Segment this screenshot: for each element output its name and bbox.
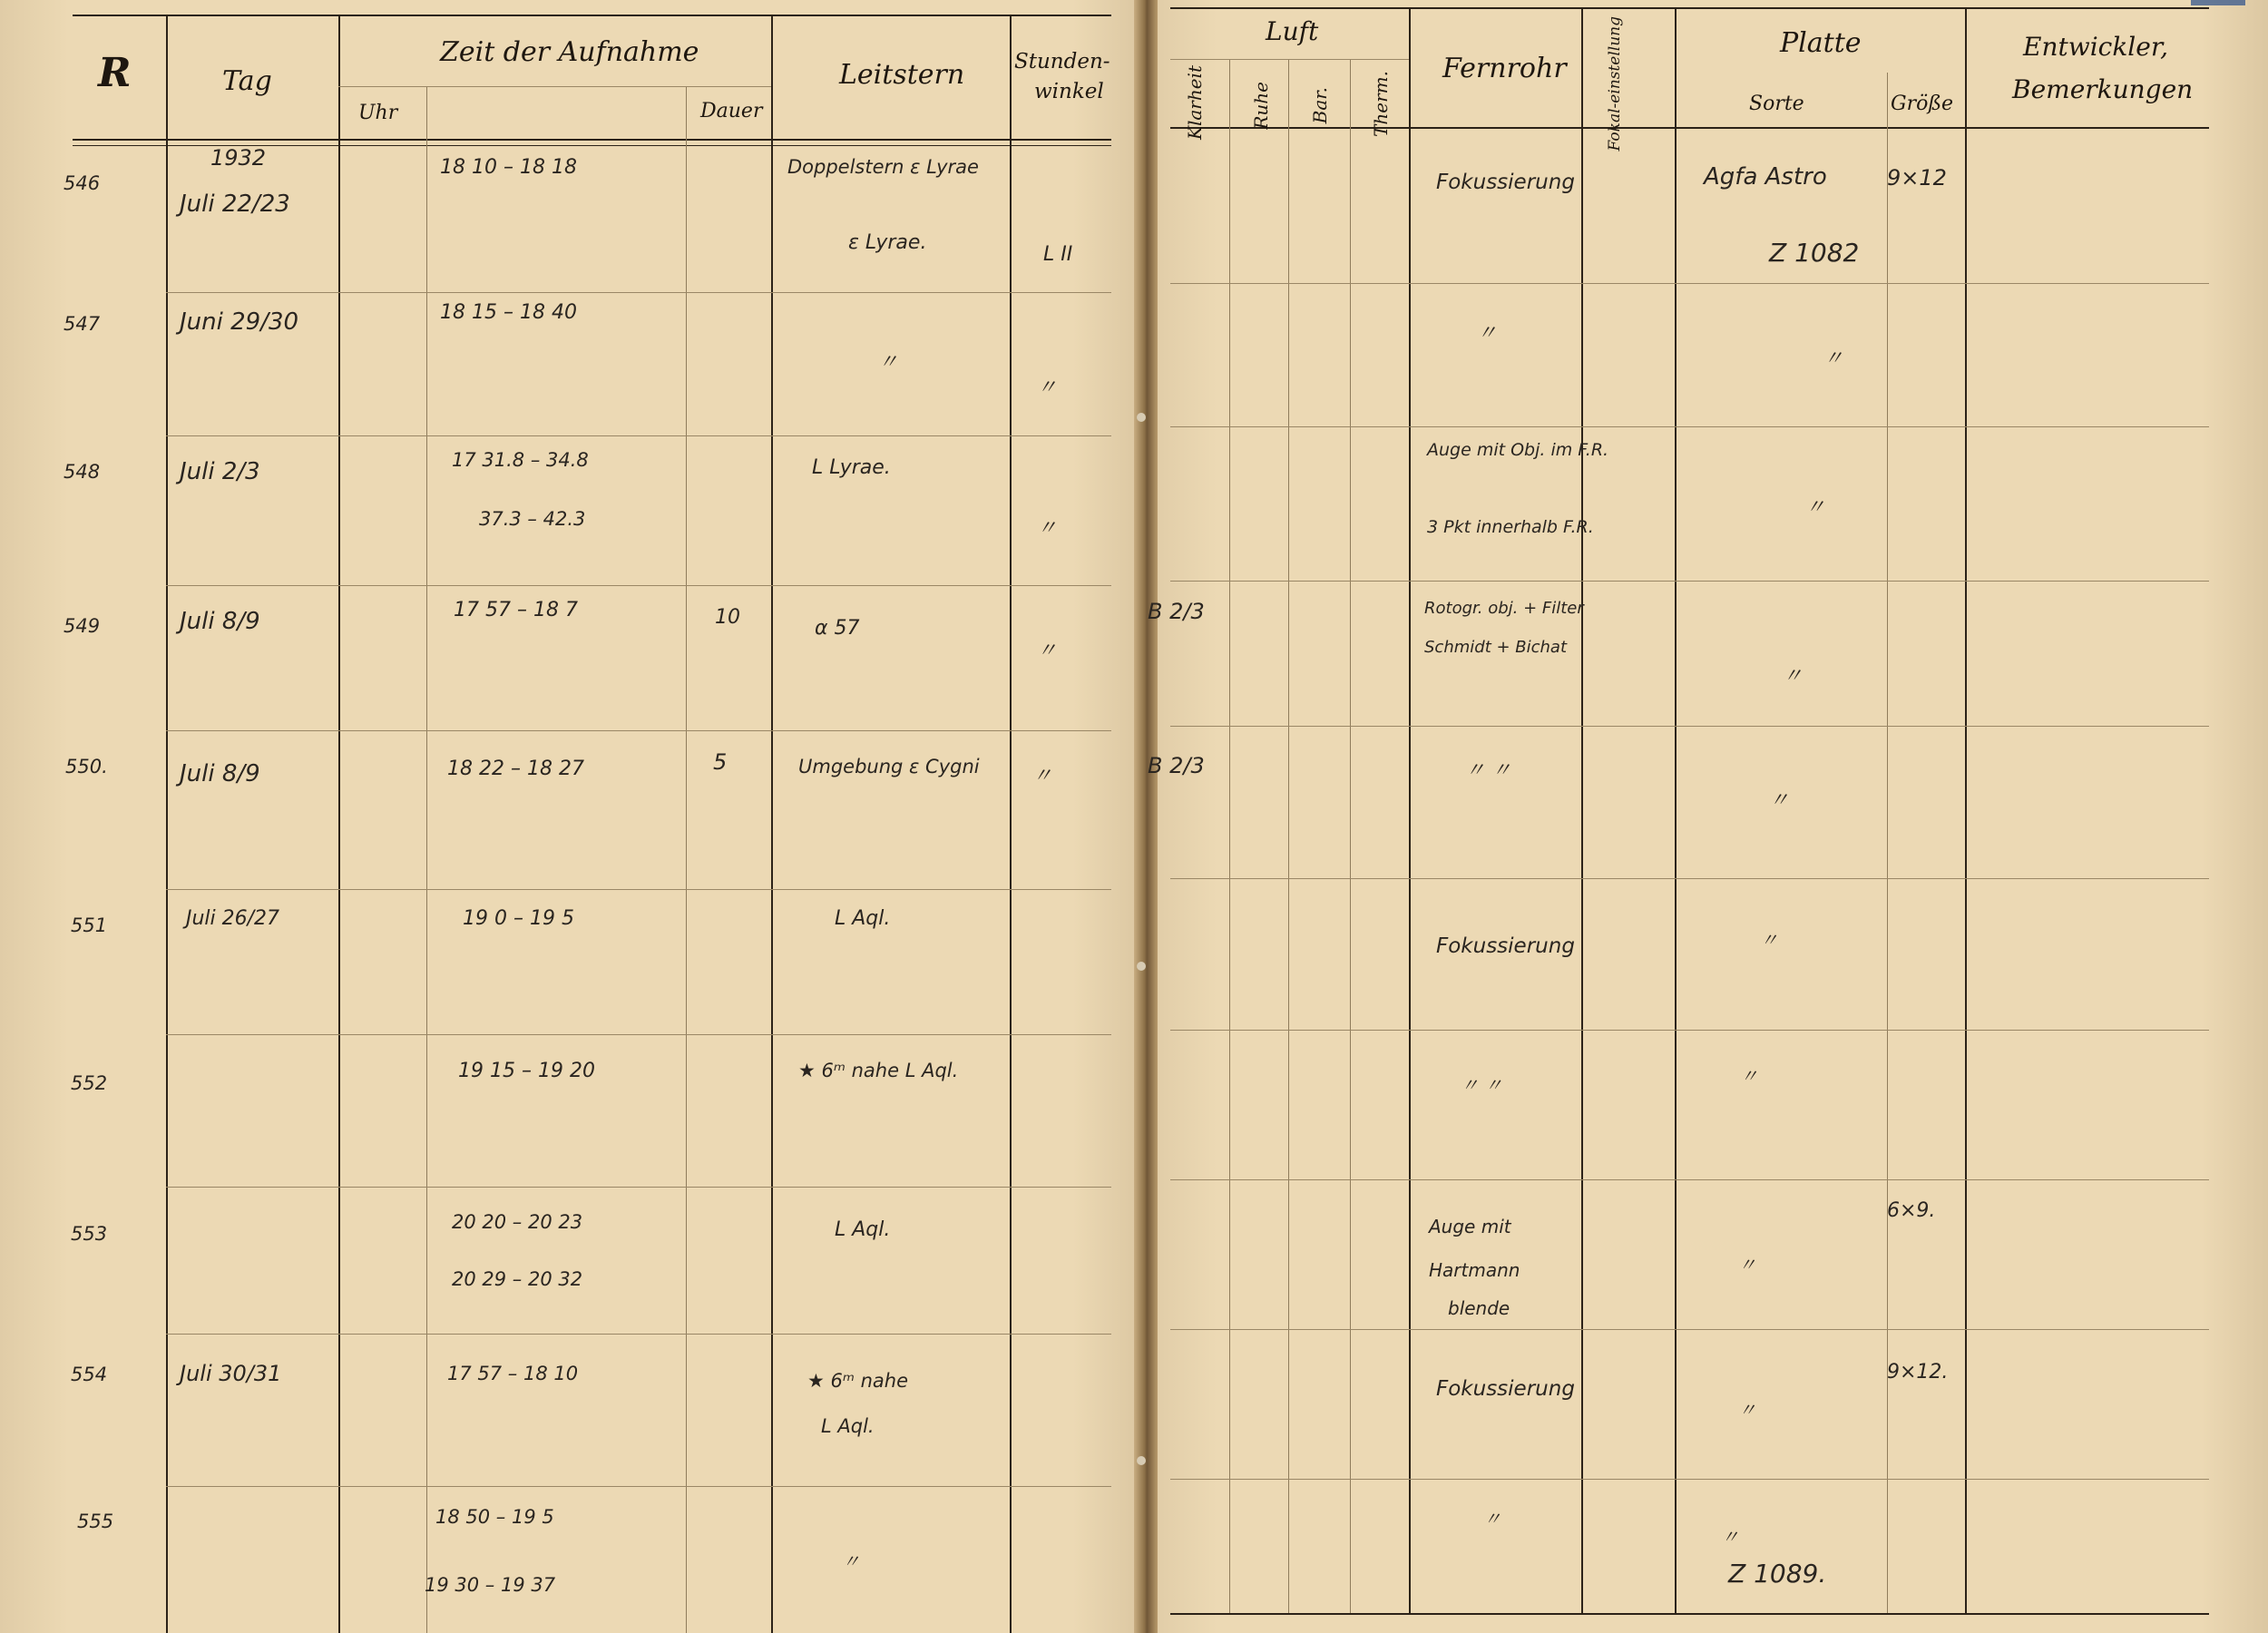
entry-guide-star: 〃 bbox=[842, 1550, 860, 1572]
entry-time: 17 57 – 18 10 bbox=[447, 1363, 579, 1384]
row-rule bbox=[1170, 878, 2209, 879]
entry-date: Juli 8/9 bbox=[180, 760, 260, 787]
entry-guide-star: ★ 6ᵐ nahe bbox=[807, 1370, 909, 1392]
header-fernrohr: Fernrohr bbox=[1442, 53, 1567, 84]
entry-hour-angle: 〃 bbox=[1037, 376, 1058, 399]
col-divider bbox=[686, 86, 687, 1633]
entry-telescope: 〃 〃 bbox=[1461, 1074, 1503, 1096]
row-rule bbox=[166, 1187, 1111, 1188]
header-groesse: Größe bbox=[1891, 93, 1954, 115]
entry-number: 547 bbox=[64, 313, 101, 335]
entry-guide-star: L Lyrae. bbox=[812, 456, 891, 479]
entry-hour-angle: 〃 bbox=[1032, 765, 1053, 787]
entry-duration: 10 bbox=[715, 606, 740, 629]
row-rule bbox=[1170, 1179, 2209, 1180]
bottom-rule bbox=[1170, 1613, 2209, 1615]
row-rule bbox=[1170, 581, 2209, 582]
entry-number: 554 bbox=[71, 1364, 108, 1385]
entry-telescope: Schmidt + Bichat bbox=[1424, 638, 1568, 657]
row-rule bbox=[1170, 726, 2209, 727]
entry-guide-star: ★ 6ᵐ nahe L Aql. bbox=[798, 1060, 959, 1081]
entry-telescope: blende bbox=[1448, 1297, 1510, 1319]
entry-telescope: Rotogr. obj. + Filter bbox=[1424, 599, 1584, 618]
entry-year: 1932 bbox=[210, 145, 267, 171]
entry-telescope: Hartmann bbox=[1429, 1259, 1520, 1281]
header-therm: Therm. bbox=[1370, 71, 1392, 137]
row-rule bbox=[166, 730, 1111, 731]
entry-plate-type: 〃 bbox=[1760, 929, 1778, 951]
row-rule bbox=[1170, 1479, 2209, 1480]
header-entwickler: Entwickler, bbox=[2023, 32, 2169, 62]
entry-time: 19 30 – 19 37 bbox=[425, 1574, 556, 1596]
col-divider bbox=[1675, 7, 1677, 1613]
entry-number: 553 bbox=[71, 1223, 108, 1245]
entry-number: 546 bbox=[64, 172, 101, 194]
entry-hour-angle: L II bbox=[1043, 243, 1073, 266]
entry-time: 37.3 – 42.3 bbox=[479, 508, 586, 530]
entry-guide-star: L Aql. bbox=[821, 1415, 875, 1437]
col-divider bbox=[1409, 7, 1411, 1613]
entry-time: 18 50 – 19 5 bbox=[435, 1506, 554, 1528]
entry-plate-type: 〃 bbox=[1738, 1254, 1756, 1276]
entry-number: 555 bbox=[77, 1511, 114, 1532]
col-divider bbox=[1965, 7, 1967, 1613]
header-fokaleinstellung: Fokal-einstellung bbox=[1606, 16, 1624, 152]
row-rule bbox=[1170, 1329, 2209, 1330]
col-divider bbox=[338, 15, 340, 1633]
entry-date: Juli 22/23 bbox=[180, 191, 290, 218]
entry-plate-type: 〃 bbox=[1805, 496, 1826, 519]
row-rule bbox=[166, 1486, 1111, 1487]
entry-telescope: 3 Pkt innerhalb F.R. bbox=[1427, 517, 1594, 537]
entry-time: 19 0 – 19 5 bbox=[463, 907, 574, 930]
book-gutter bbox=[1134, 0, 1158, 1633]
header-winkel: winkel bbox=[1034, 80, 1104, 103]
entry-telescope: Auge mit Obj. im F.R. bbox=[1427, 440, 1609, 460]
header-uhr: Uhr bbox=[358, 102, 398, 124]
entry-time: 18 10 – 18 18 bbox=[440, 156, 577, 179]
header-stundenwinkel: Stunden- bbox=[1014, 50, 1110, 73]
entry-plate-type: 〃 bbox=[1769, 789, 1790, 812]
entry-telescope: 〃 bbox=[1483, 1508, 1501, 1530]
subheader-rule bbox=[338, 86, 771, 87]
header-leitstern: Leitstern bbox=[839, 59, 965, 91]
entry-guide-star: α 57 bbox=[815, 617, 860, 640]
entry-date: Juli 8/9 bbox=[180, 608, 260, 635]
blue-ink-mark bbox=[2191, 0, 2245, 5]
col-divider bbox=[1581, 7, 1583, 1613]
col-divider bbox=[166, 15, 168, 1633]
entry-number: 548 bbox=[64, 461, 101, 483]
entry-plate-type: 〃 bbox=[1823, 347, 1844, 370]
entry-telescope: Fokussierung bbox=[1436, 171, 1575, 194]
entry-air-clarity: B 2/3 bbox=[1148, 599, 1205, 624]
entry-time: 18 15 – 18 40 bbox=[440, 301, 577, 324]
entry-number: 550. bbox=[65, 756, 108, 777]
row-rule bbox=[166, 889, 1111, 890]
entry-air-clarity: B 2/3 bbox=[1148, 753, 1205, 778]
entry-number: 552 bbox=[71, 1072, 108, 1094]
row-rule bbox=[166, 1034, 1111, 1035]
entry-plate-type: 〃 bbox=[1740, 1065, 1758, 1087]
entry-plate-type: 〃 bbox=[1738, 1399, 1756, 1421]
col-divider bbox=[1010, 15, 1012, 1633]
entry-guide-star: L Aql. bbox=[835, 1218, 891, 1241]
entry-telescope: Fokussierung bbox=[1436, 1377, 1575, 1401]
col-divider bbox=[426, 86, 427, 1633]
row-rule bbox=[1170, 283, 2209, 284]
row-rule bbox=[166, 435, 1111, 436]
entry-plate-type: 〃 bbox=[1721, 1526, 1739, 1548]
entry-guide-star: ε Lyrae. bbox=[848, 231, 927, 254]
entry-duration: 5 bbox=[713, 749, 728, 775]
entry-time: 20 20 – 20 23 bbox=[452, 1211, 583, 1233]
header-luft: Luft bbox=[1266, 16, 1319, 46]
binding-hole bbox=[1137, 413, 1146, 422]
entry-plate-size: 6×9. bbox=[1887, 1199, 1936, 1222]
entry-time: 20 29 – 20 32 bbox=[452, 1268, 583, 1290]
entry-plate-type: 〃 bbox=[1783, 665, 1804, 688]
entry-plate-size: 9×12 bbox=[1887, 165, 1947, 191]
header-ruhe: Ruhe bbox=[1250, 82, 1272, 130]
entry-number: 551 bbox=[71, 914, 108, 936]
entry-hour-angle: 〃 bbox=[1037, 640, 1058, 662]
header-dauer: Dauer bbox=[700, 100, 763, 122]
entry-date: Juli 30/31 bbox=[180, 1361, 282, 1386]
header-klarheit: Klarheit bbox=[1184, 65, 1206, 140]
entry-number: 549 bbox=[64, 615, 101, 637]
col-divider bbox=[1229, 59, 1230, 1613]
entry-telescope: 〃 bbox=[1477, 322, 1498, 345]
col-divider bbox=[1288, 59, 1289, 1613]
entry-date: Juni 29/30 bbox=[180, 308, 299, 336]
entry-time: 17 57 – 18 7 bbox=[454, 599, 578, 621]
header-platte: Platte bbox=[1780, 27, 1862, 59]
entry-date: Juli 26/27 bbox=[186, 907, 280, 930]
entry-time: 17 31.8 – 34.8 bbox=[452, 449, 589, 471]
binding-hole bbox=[1137, 1456, 1146, 1465]
header-sorte: Sorte bbox=[1749, 93, 1804, 115]
entry-guide-star: Doppelstern ε Lyrae bbox=[787, 156, 979, 178]
entry-plate-size: 9×12. bbox=[1887, 1361, 1949, 1384]
header-bar: Bar. bbox=[1309, 87, 1331, 124]
entry-hour-angle: 〃 bbox=[1037, 517, 1058, 540]
top-rule bbox=[73, 15, 1111, 16]
row-rule bbox=[166, 585, 1111, 586]
entry-guide-star: Umgebung ε Cygni bbox=[798, 756, 980, 777]
subheader-rule bbox=[1170, 59, 1409, 60]
col-divider bbox=[1350, 59, 1351, 1613]
right-page bbox=[1150, 0, 2268, 1633]
header-bottom-rule bbox=[1170, 127, 2209, 129]
header-bottom-rule bbox=[73, 139, 1111, 141]
entry-date: Juli 2/3 bbox=[180, 458, 260, 485]
header-r: R bbox=[98, 50, 132, 96]
col-divider bbox=[771, 15, 773, 1633]
entry-telescope: Auge mit bbox=[1429, 1216, 1511, 1237]
entry-telescope: 〃 〃 bbox=[1465, 759, 1511, 782]
entry-guide-star: 〃 bbox=[878, 351, 899, 374]
entry-time: 18 22 – 18 27 bbox=[447, 758, 584, 780]
row-rule bbox=[1170, 1030, 2209, 1031]
header-bemerkungen: Bemerkungen bbox=[2012, 74, 2194, 104]
row-rule bbox=[166, 1334, 1111, 1335]
entry-telescope: Fokussierung bbox=[1436, 934, 1575, 958]
header-tag: Tag bbox=[222, 65, 272, 97]
binding-hole bbox=[1137, 962, 1146, 971]
row-rule bbox=[166, 292, 1111, 293]
top-rule bbox=[1170, 7, 2209, 9]
entry-guide-star: L Aql. bbox=[835, 907, 891, 930]
entry-plate-type: Agfa Astro bbox=[1704, 163, 1827, 191]
header-zeit: Zeit der Aufnahme bbox=[440, 36, 699, 68]
entry-time: 19 15 – 19 20 bbox=[458, 1060, 595, 1082]
row-rule bbox=[1170, 426, 2209, 427]
entry-plate-number: Z 1089. bbox=[1728, 1559, 1827, 1589]
entry-plate-number: Z 1082 bbox=[1769, 238, 1860, 268]
